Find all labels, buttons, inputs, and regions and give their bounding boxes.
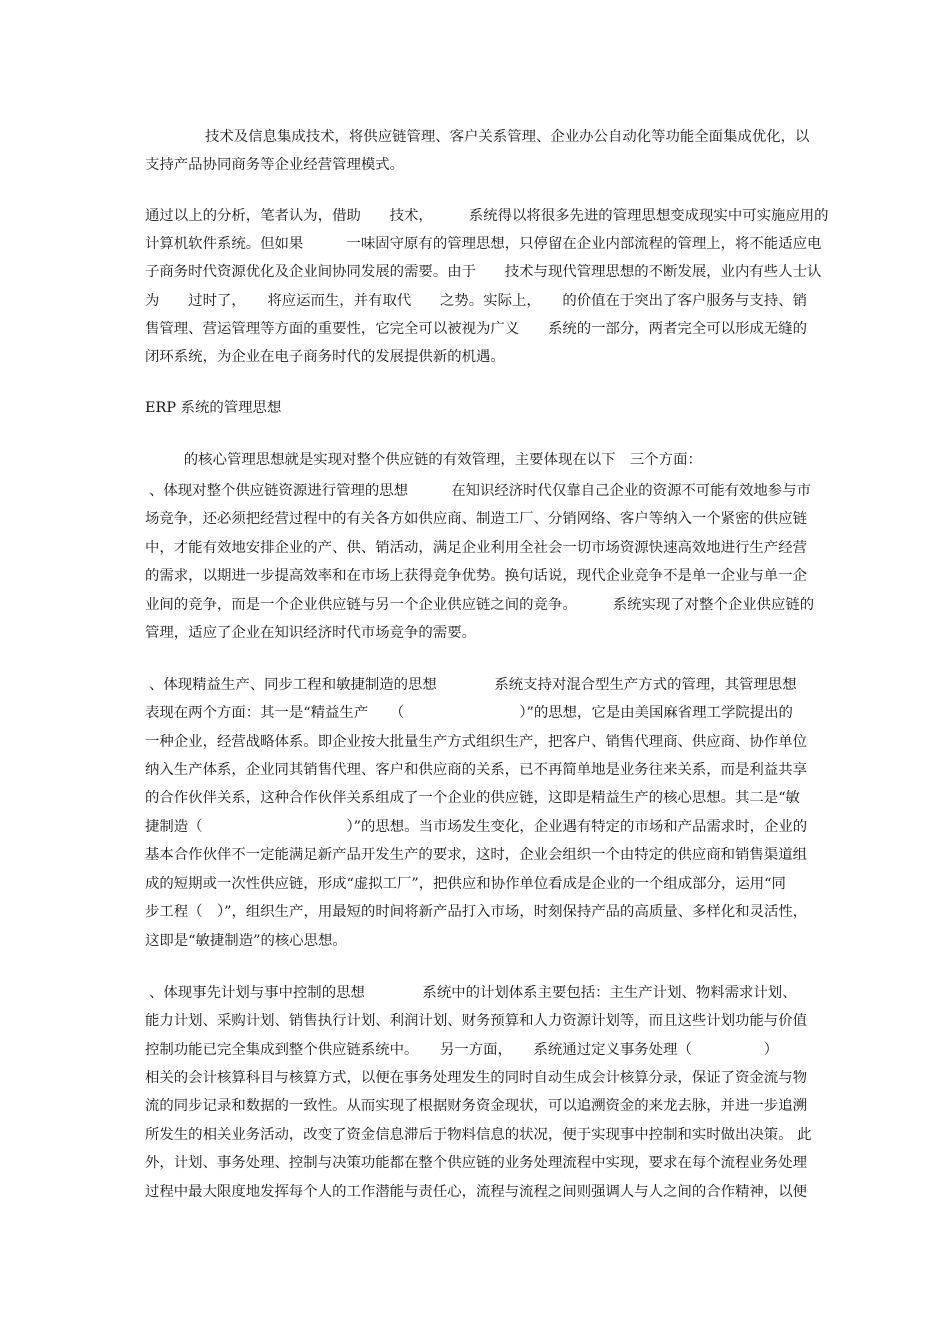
text-line: 计算机软件系统。但如果 一味固守原有的管理思想，只停留在企业内部流程的管理上，将不能适应电: [145, 236, 822, 252]
text-line: 纳入生产体系，企业同其销售代理、客户和供应商的关系，已不再简单地是业务往来关系，而是利益共享: [145, 762, 807, 778]
text-line: 能力计划、采购计划、销售执行计划、利润计划、财务预算和人力资源计划等，而且这些计划功能与价值: [145, 1013, 807, 1029]
text-line: 这即是“敏捷制造”的核心思想。: [145, 933, 347, 949]
text-line: 、体现对整个供应链资源进行管理的思想 在知识经济时代仅靠自己企业的资源不可能有效地参与市: [149, 483, 811, 499]
text-line: 中，才能有效地安排企业的产、供、销活动，满足企业利用全社会一切市场资源快速高效地进行生产经营: [145, 540, 807, 556]
text-line: 售管理、营运管理等方面的重要性，它完全可以被视为广义 系统的一部分，两者完全可以形成无缝的: [145, 321, 807, 337]
text-line: 步工程（ ）”，组织生产，用最短的时间将新产品打入市场，时刻保持产品的高质量、多样化和灵活性，: [145, 904, 808, 920]
text-line: 通过以上的分析，笔者认为，借助 技术， 系统得以将很多先进的管理思想变成现实中可实施应用的: [145, 208, 829, 224]
text-line: 过程中最大限度地发挥每个人的工作潜能与责任心，流程与流程之间则强调人与人之间的合作精神，以便: [145, 1184, 807, 1200]
text-line: 、体现精益生产、同步工程和敏捷制造的思想 系统支持对混合型生产方式的管理，其管理思想: [149, 677, 797, 693]
text-line: 流的同步记录和数据的一致性。从而实现了根据财务资金现状，可以追溯资金的来龙去脉，并进一步追溯: [145, 1098, 807, 1114]
text-line: 管理，适应了企业在知识经济时代市场竞争的需要。: [145, 625, 476, 641]
text-line: 支持产品协同商务等企业经营管理模式。: [145, 157, 405, 173]
text-line: 技术及信息集成技术，将供应链管理、客户关系管理、企业办公自动化等功能全面集成优化，以: [205, 129, 810, 145]
text-line: 为 过时了， 将应运而生，并有取代 之势。实际上， 的价值在于突出了客户服务与支持、销: [145, 293, 807, 309]
text-line: 的需求，以期进一步提高效率和在市场上获得竞争优势。换句话说，现代企业竞争不是单一企业与单一企: [145, 568, 807, 584]
text-line: 一种企业，经营战略体系。即企业按大批量生产方式组织生产，把客户、销售代理商、供应商、协作单位: [145, 734, 807, 750]
text-line: 的核心管理思想就是实现对整个供应链的有效管理，主要体现在以下 三个方面：: [155, 452, 702, 468]
text-line: 所发生的相关业务活动，改变了资金信息滞后于物料信息的状况，便于实现事中控制和实时做出决策。 此: [145, 1127, 812, 1143]
text-line: 捷制造（ ）”的思想。当市场发生变化，企业遇有特定的市场和产品需求时，企业的: [145, 819, 808, 835]
section-heading: ERP 系统的管理思想: [145, 400, 282, 416]
text-line: 控制功能已完全集成到整个供应链系统中。 另一方面， 系统通过定义事务处理（ ）: [145, 1042, 779, 1058]
text-line: 表现在两个方面：其一是“精益生产 （ ）”的思想，它是由美国麻省理工学院提出的: [145, 705, 793, 721]
text-line: 外，计划、事务处理、控制与决策功能都在整个供应链的业务处理流程中实现，要求在每个流程业务处理: [145, 1155, 807, 1171]
text-line: 闭环系统，为企业在电子商务时代的发展提供新的机遇。: [145, 349, 505, 365]
text-line: 的合作伙伴关系，这种合作伙伴关系组成了一个企业的供应链，这即是精益生产的核心思想。其二是“敏: [145, 790, 800, 806]
text-line: 基本合作伙伴不一定能满足新产品开发生产的要求，这时，企业会组织一个由特定的供应商和销售渠道组: [145, 847, 807, 863]
text-line: 业间的竞争，而是一个企业供应链与另一个企业供应链之间的竞争。 系统实现了对整个企业供应链的: [145, 597, 815, 613]
text-line: 、体现事先计划与事中控制的思想 系统中的计划体系主要包括：主生产计划、物料需求计划、: [149, 985, 797, 1001]
text-line: 场竞争，还必须把经营过程中的有关各方如供应商、制造工厂、分销网络、客户等纳入一个紧密的供应链: [145, 511, 807, 527]
text-line: 子商务时代资源优化及企业间协同发展的需要。由于 技术与现代管理思想的不断发展，业内有些人士认: [145, 264, 822, 280]
text-line: 相关的会计核算科目与核算方式，以便在事务处理发生的同时自动生成会计核算分录，保证了资金流与物: [145, 1070, 807, 1086]
text-line: 成的短期或一次性供应链，形成“虚拟工厂”，把供应和协作单位看成是企业的一个组成部分，运用“同: [145, 876, 786, 892]
